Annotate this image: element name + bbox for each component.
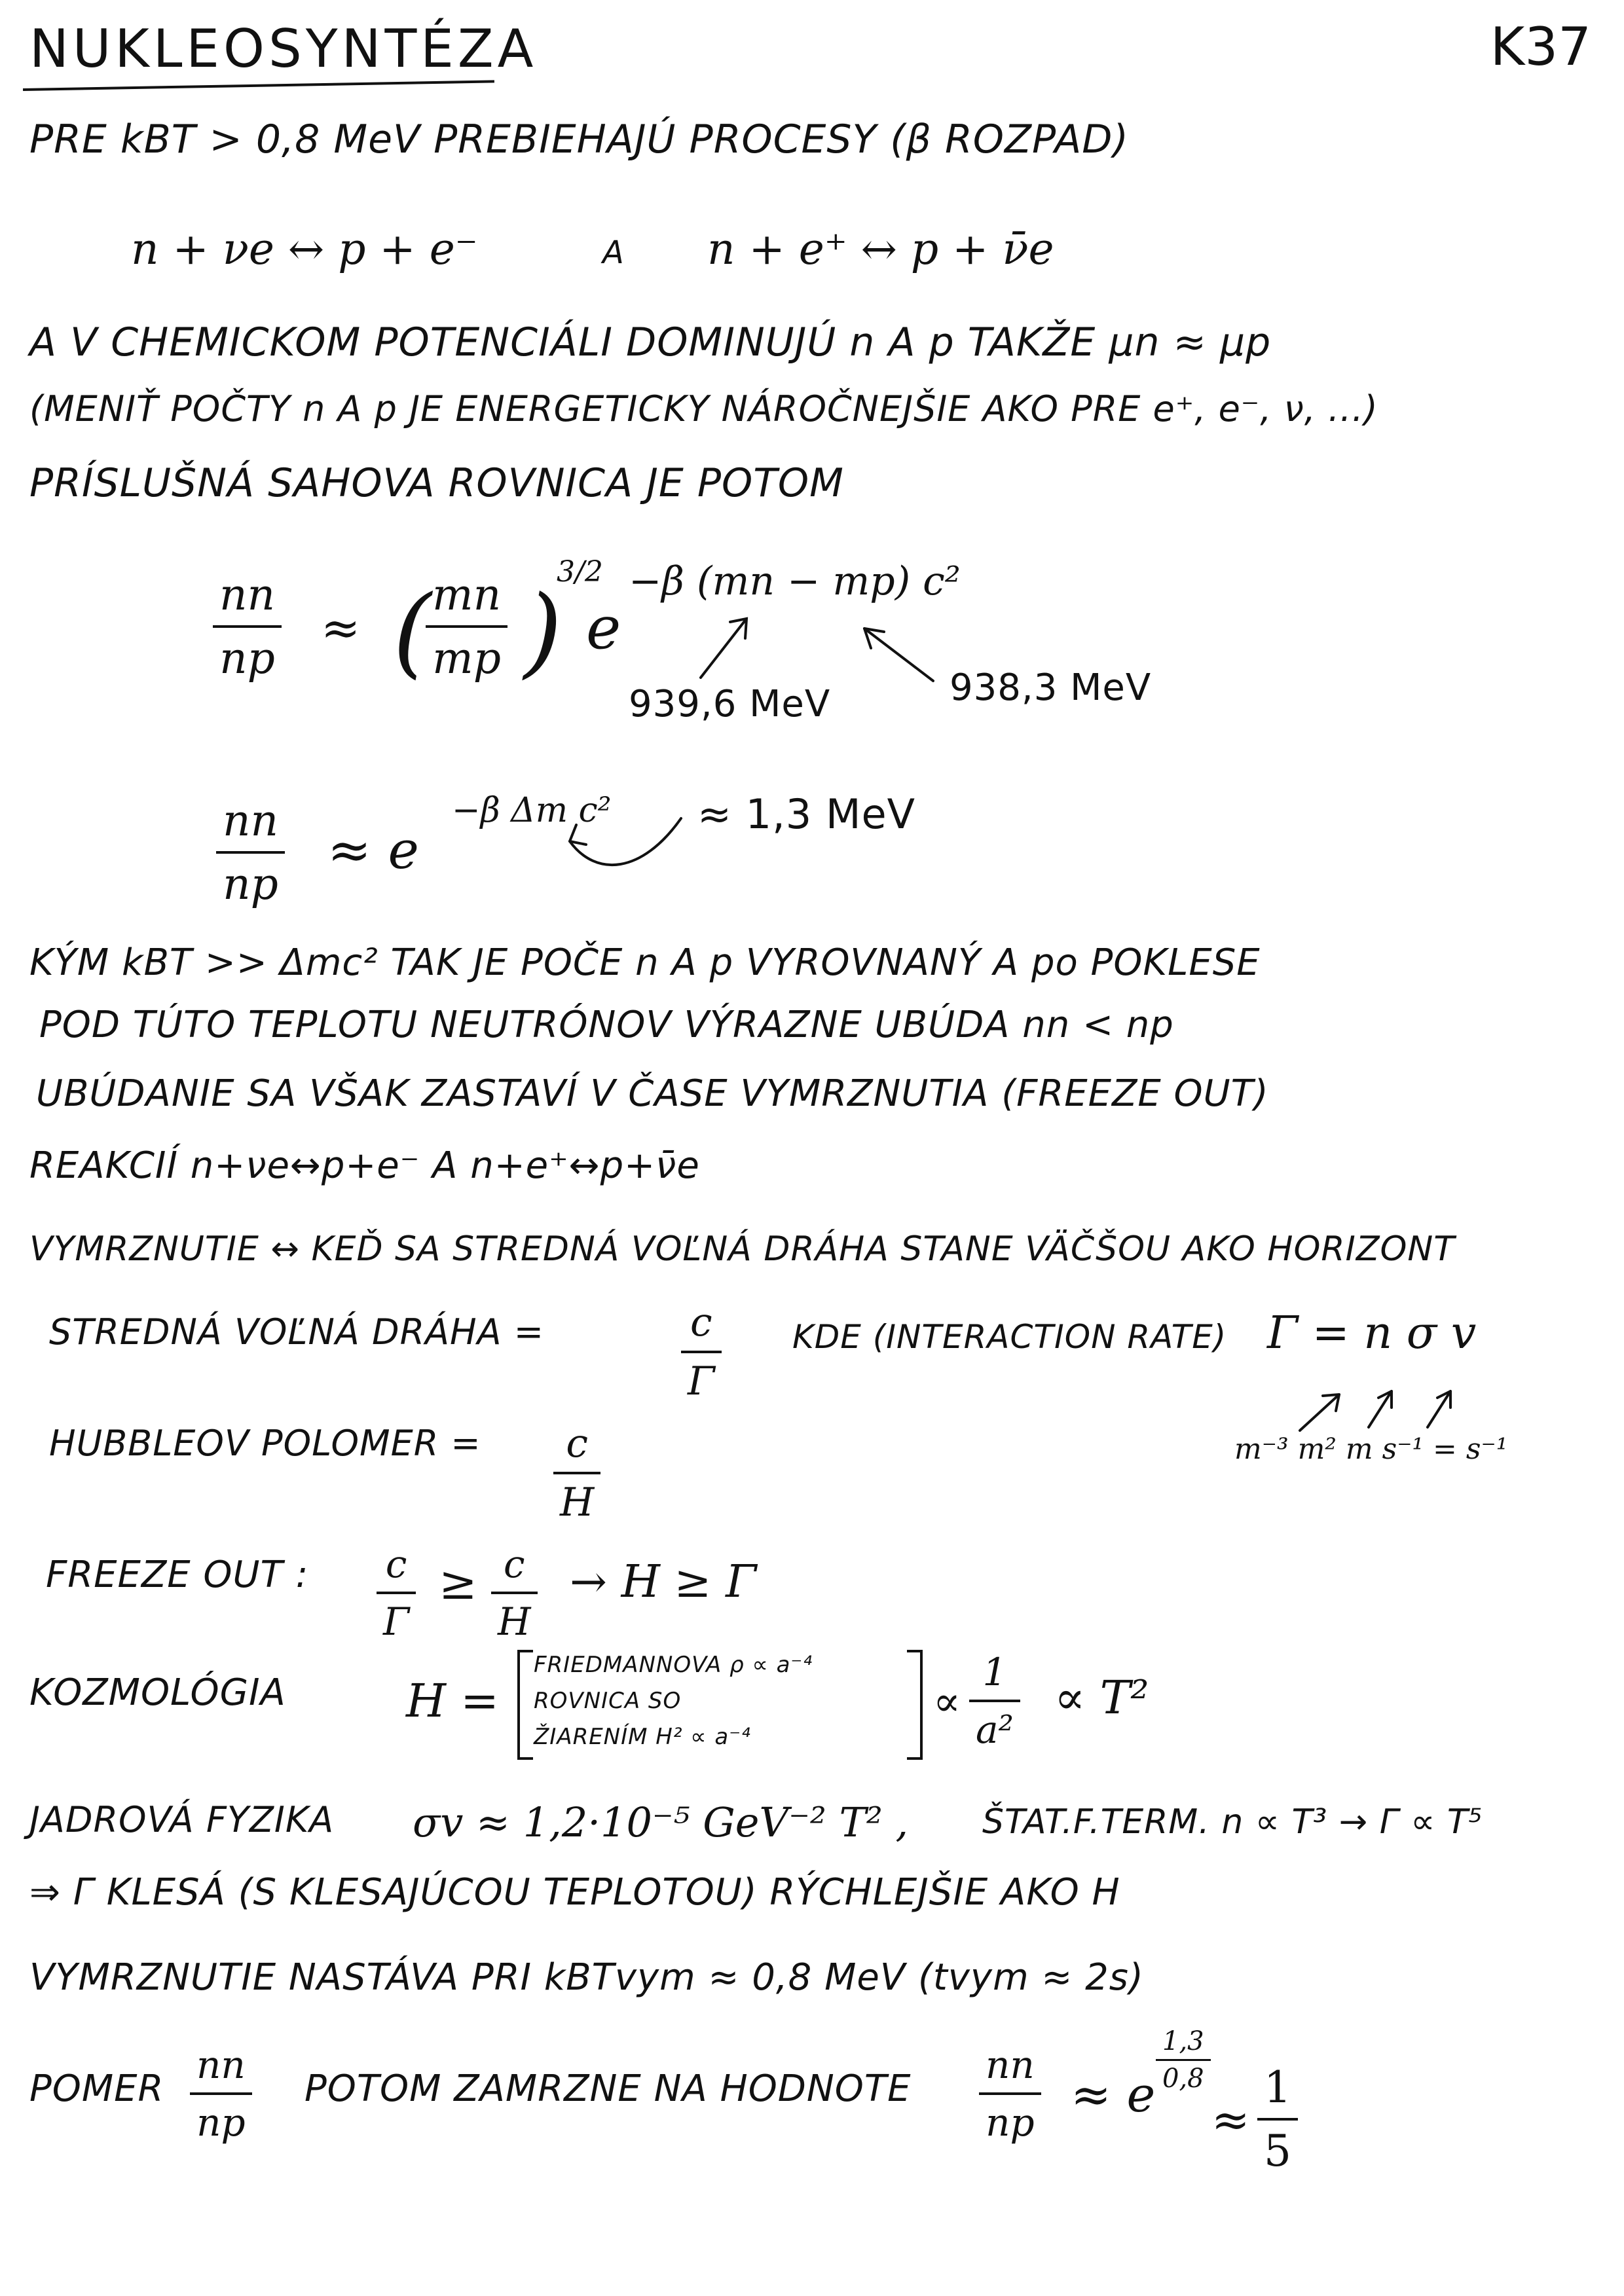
eq1-approx: ≈ <box>321 600 361 655</box>
arrow-neutron-mass <box>701 619 747 678</box>
freeze-label: FREEZE OUT : <box>46 1554 309 1596</box>
arrowhead-units-3 <box>1437 1391 1450 1408</box>
cosmology-bracket-line-1: FRIEDMANNOVA ρ ∝ a⁻⁴ <box>534 1652 813 1678</box>
eq1-paren-den: mp <box>432 633 501 683</box>
paragraph-line-1: KÝM kBT >> Δmc² TAK JE POČE n A p VYROVNANÝ A po POKLESE <box>29 941 1261 984</box>
final-result-fraction <box>1257 2062 1298 2176</box>
title-underline <box>23 80 494 91</box>
final-label-b: POTOM ZAMRZNE NA HODNOTE <box>304 2068 912 2110</box>
eq2-lhs-fraction <box>216 795 285 909</box>
final-label-a: POMER <box>29 2068 164 2110</box>
line-condition: PRE kBT > 0,8 MeV PREBIEHAJÚ PROCESY (β ROZPAD) <box>29 117 1129 162</box>
arrowhead-proton-mass <box>864 629 884 648</box>
eq1-note-proton-mass: 938,3 MeV <box>950 666 1152 709</box>
conclusion-line-2: VYMRZNUTIE NASTÁVA PRI kBTvym ≈ 0,8 MeV (tvym ≈ 2s) <box>29 1956 1144 1999</box>
final-exp-den: 0,8 <box>1162 2064 1204 2094</box>
line-saha-intro: PRÍSLUŠNÁ SAHOVA ROVNICA JE POTOM <box>29 460 844 506</box>
final-exp-num: 1,3 <box>1162 2026 1204 2056</box>
freeze-result: → H ≥ Γ <box>570 1556 757 1608</box>
arrow-units-1 <box>1300 1394 1339 1430</box>
mfp-rate-formula: Γ = n σ v <box>1267 1307 1477 1359</box>
eq1-lhs-fraction <box>213 570 282 683</box>
final-result-num: 1 <box>1264 2062 1291 2113</box>
eq2-rhs: ≈ e <box>327 820 419 881</box>
page-title: NUKLEOSYNTÉZA <box>29 18 538 79</box>
freeze-ge: ≥ <box>439 1556 477 1610</box>
eq1-paren-close: ) <box>524 575 563 689</box>
cosmology-bracket-line-2: ROVNICA SO <box>534 1688 682 1714</box>
final-den-2: np <box>986 2100 1035 2145</box>
mfp-units: m⁻³ m² m s⁻¹ = s⁻¹ <box>1234 1432 1508 1466</box>
cosmology-propto-1: ∝ <box>933 1677 961 1725</box>
mfp-num: c <box>690 1300 712 1345</box>
page-code: K37 <box>1490 16 1591 77</box>
mfp-rate-label: KDE (INTERACTION RATE) <box>792 1318 1227 1356</box>
final-approx: ≈ e <box>1071 2067 1156 2123</box>
freeze-frac-2 <box>491 1542 538 1644</box>
arrowhead-units-2 <box>1378 1391 1392 1408</box>
conclusion-line-1: ⇒ Γ KLESÁ (S KLESAJÚCOU TEPLOTOU) RÝCHLEJŠIE AKO H <box>29 1871 1120 1914</box>
eq2-lhs-num: nn <box>223 795 279 846</box>
eq1-lhs-den: np <box>219 633 275 683</box>
eq2-exp-power: −β Δm c² <box>452 791 612 830</box>
cosmology-label: KOZMOLÓGIA <box>29 1671 286 1714</box>
cosmology-bracket-left <box>517 1650 533 1760</box>
arrow-proton-mass <box>864 629 933 681</box>
eq1-exp-base: e <box>586 594 621 663</box>
paragraph-line-2: POD TÚTO TEPLOTU NEUTRÓNOV VÝRAZNE UBÚDA nn < np <box>39 1004 1174 1046</box>
reaction-1: n + νe ↔ p + e⁻ <box>131 224 478 274</box>
cosmology-bracket-right <box>907 1650 923 1760</box>
eq2-note: ≈ 1,3 MeV <box>697 790 916 838</box>
line-chemical-potential: A V CHEMICKOM POTENCIÁLI DOMINUJÚ n A p TAKŽE μn ≈ μp <box>29 319 1272 365</box>
nuclear-formula: σv ≈ 1,2·10⁻⁵ GeV⁻² T² , <box>413 1798 909 1846</box>
arrowhead-units-1 <box>1323 1394 1339 1411</box>
freeze-num-2: c <box>504 1542 525 1586</box>
hubble-den: H <box>560 1480 595 1525</box>
eq2-lhs-den: np <box>223 859 278 909</box>
eq1-lhs-num: nn <box>219 570 276 620</box>
final-num-2: nn <box>986 2043 1035 2087</box>
freeze-den-2: H <box>498 1599 531 1644</box>
cosmology-fraction <box>969 1650 1020 1752</box>
final-exp-fraction <box>1156 2026 1211 2094</box>
arrowhead-neutron-mass <box>730 619 747 638</box>
eq1-power: 3/2 <box>557 555 603 589</box>
hubble-fraction <box>553 1421 600 1525</box>
cosmology-frac-num: 1 <box>982 1650 1007 1694</box>
cosmology-frac-den: a² <box>976 1707 1014 1752</box>
final-num-1: nn <box>196 2043 246 2087</box>
hubble-label: HUBBLEOV POLOMER = <box>49 1423 481 1464</box>
final-result-den: 5 <box>1264 2126 1291 2176</box>
reaction-2: n + e⁺ ↔ p + ν̄e <box>707 224 1054 274</box>
cosmology-propto-2: ∝ T² <box>1054 1671 1149 1724</box>
final-den-1: np <box>196 2100 246 2145</box>
final-approx-2: ≈ <box>1211 2093 1250 2147</box>
eq1-paren-fraction <box>426 570 507 683</box>
eq1-note-neutron-mass: 939,6 MeV <box>629 683 831 725</box>
freeze-den-1: Γ <box>383 1599 410 1644</box>
arrow-units-3 <box>1428 1391 1450 1427</box>
paragraph-line-4: REAKCIÍ n+νe↔p+e⁻ A n+e⁺↔p+ν̄e <box>29 1144 700 1187</box>
cosmology-lhs: H = <box>406 1674 499 1728</box>
eq1-paren-num: mn <box>432 570 502 620</box>
nuclear-stat: ŠTAT.F.TERM. n ∝ T³ → Γ ∝ T⁵ <box>982 1802 1483 1842</box>
line-energy-note: (MENIŤ POČTY n A p JE ENERGETICKY NÁROČNEJŠIE AKO PRE e⁺, e⁻, ν, ...) <box>29 388 1378 429</box>
cosmology-bracket-line-3: ŽIARENÍM H² ∝ a⁻⁴ <box>534 1724 751 1750</box>
eq1-exp-power: −β (mn − mp) c² <box>629 558 961 604</box>
mfp-den: Γ <box>688 1358 715 1404</box>
paragraph-line-3: UBÚDANIE SA VŠAK ZASTAVÍ V ČASE VYMRZNUTIA (FREEZE OUT) <box>36 1072 1269 1115</box>
hubble-num: c <box>566 1421 588 1467</box>
freeze-num-1: c <box>385 1542 407 1586</box>
mfp-fraction <box>681 1300 722 1404</box>
arrow-units-2 <box>1369 1391 1392 1427</box>
eq1-paren-open: ( <box>393 575 432 689</box>
reaction-separator: A <box>602 234 625 271</box>
paragraph-line-5: VYMRZNUTIE ↔ KEĎ SA STREDNÁ VOĽNÁ DRÁHA STANE VÄČŠOU AKO HORIZONT <box>29 1230 1456 1269</box>
freeze-frac-1 <box>377 1542 416 1644</box>
final-fraction-2 <box>979 2043 1041 2145</box>
nuclear-label: JADROVÁ FYZIKA <box>29 1799 335 1840</box>
mfp-label: STREDNÁ VOĽNÁ DRÁHA = <box>49 1311 545 1353</box>
final-fraction-1 <box>190 2043 252 2145</box>
